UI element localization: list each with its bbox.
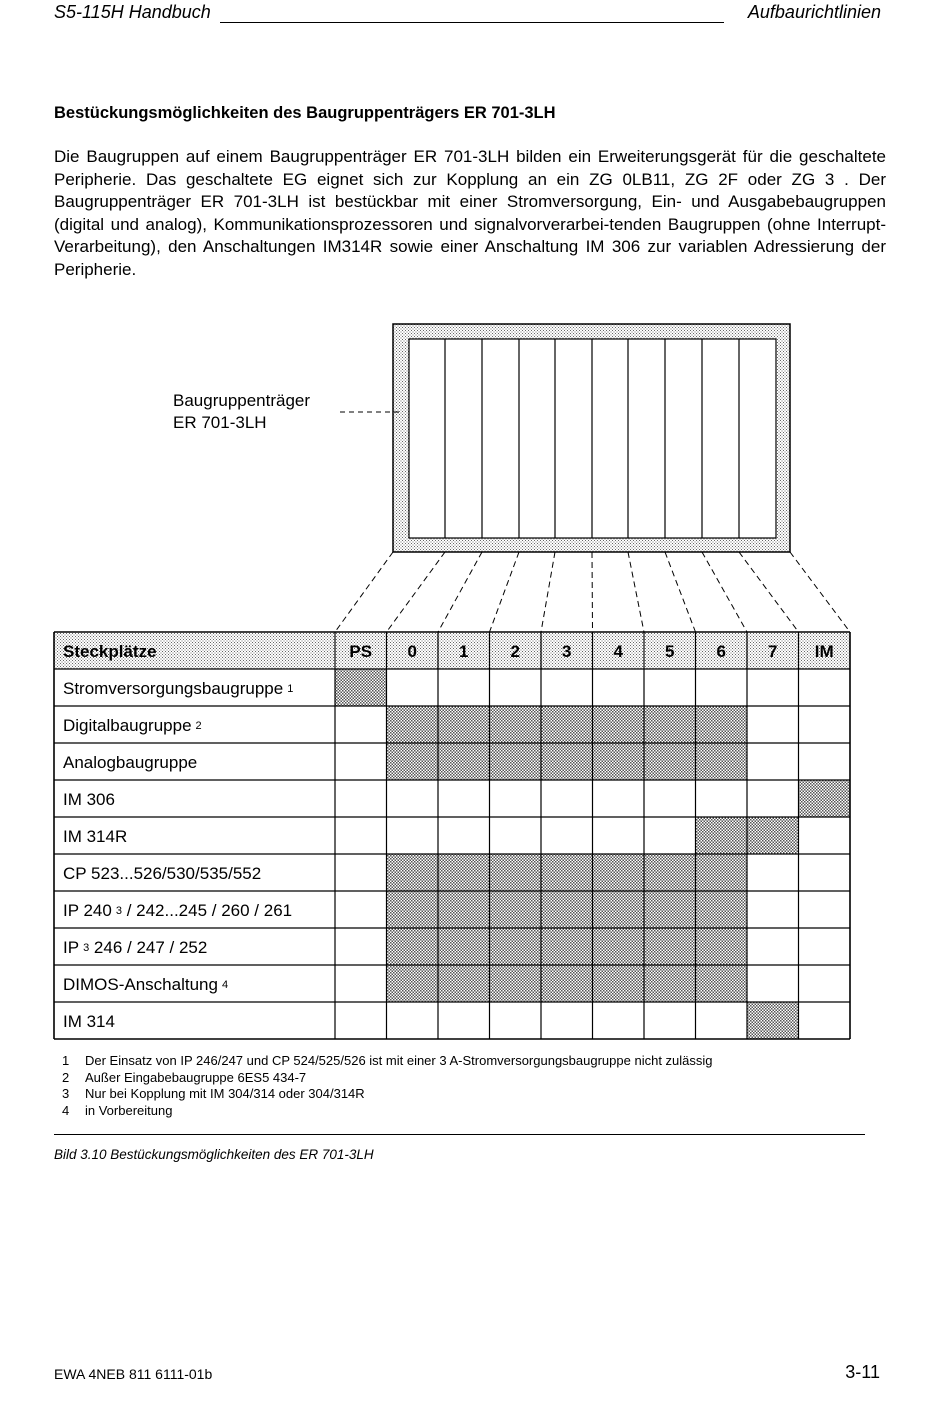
slot-allowed-cell [387,743,439,780]
slot-allowed-cell [387,706,439,743]
footnote-4: 4 in Vorbereitung [62,1102,173,1118]
slot-table [54,632,850,1039]
table-row-label: IP 3 246 / 247 / 252 [63,938,208,957]
table-row-label: IM 314 [63,1012,115,1031]
slot-allowed-cell [438,965,490,1002]
fan-line [592,552,593,632]
slot-header-2: 2 [510,642,520,661]
slot-allowed-cell [438,928,490,965]
slot-allowed-cell [696,891,748,928]
page-number: 3-11 [845,1362,880,1382]
slot-allowed-cell [644,965,696,1002]
slot-allowed-cell [696,854,748,891]
rack-label-line1: Baugruppenträger [173,391,311,410]
slot-header-7: 7 [768,642,778,661]
slot-allowed-cell [438,743,490,780]
slot-allowed-cell [799,780,851,817]
footnote-2: 2 Außer Eingabebaugruppe 6ES5 434-7 [62,1069,307,1085]
slot-allowed-cell [541,706,593,743]
document-id: EWA 4NEB 811 6111-01b [54,1366,213,1382]
slot-allowed-cell [541,891,593,928]
slot-connector-lines [335,552,850,632]
table-row-label: Analogbaugruppe [63,753,198,772]
intro-paragraph: Die Baugruppen auf einem Baugruppenträger ER 701-3LH bilden ein Erweiterungsgerät für die geschaltete Peripherie. Das geschaltete EG eignet sich zur Kopplung an ein ZG 0LB11, ZG 2F oder ZG 3 . Der Baugruppenträger ER 701-3LH ist bestückbar mit einer Stromversorgung, Ein- und Ausgabebaugruppen (digital und analog), Kommunikationsprozessoren und signalvorverarbei-tenden Baugruppen (ohne Interrupt-Verarbeitung), den Anschaltungen IM314R sowie einer Anschaltung IM 306 zur variablen Adressierung der Peripherie. [54,147,886,279]
slot-allowed-cell [387,854,439,891]
slot-header-ps: PS [349,642,373,661]
fan-line [702,552,747,632]
slot-header-3: 3 [562,642,572,661]
slot-header-0: 0 [407,642,417,661]
table-row-label: Stromversorgungsbaugruppe 1 [63,679,294,698]
header-title: S5-115H Handbuch [54,2,211,22]
slot-allowed-cell [747,817,799,854]
slot-allowed-cell [644,854,696,891]
slot-header-1: 1 [459,642,469,661]
slot-allowed-cell [490,965,542,1002]
table-header-label: Steckplätze [63,642,157,661]
slot-allowed-cell [696,706,748,743]
slot-allowed-cell [541,928,593,965]
caption-rule [54,1134,865,1135]
rack-drawing [340,324,790,552]
fan-line [335,552,393,632]
slot-allowed-cell [490,706,542,743]
slot-allowed-cell [593,891,645,928]
slot-allowed-cell [696,965,748,1002]
slot-allowed-cell [387,891,439,928]
table-row-label: IM 314R [63,827,128,846]
footnote-3: 3 Nur bei Kopplung mit IM 304/314 oder 304/314R [62,1086,365,1101]
slot-allowed-cell [438,891,490,928]
slot-allowed-cell [387,965,439,1002]
slot-allowed-cell [335,669,387,706]
fan-line [387,552,446,632]
table-row-label: IP 240 3 / 242...245 / 260 / 261 [63,901,293,920]
slot-allowed-cell [438,706,490,743]
table-header-shade [54,632,850,669]
slot-header-6: 6 [716,642,726,661]
slot-allowed-cell [490,891,542,928]
slot-allowed-cell [593,743,645,780]
slot-allowed-cell [593,706,645,743]
slot-allowed-cell [541,743,593,780]
slot-header-im: IM [814,642,834,661]
slot-allowed-cell [644,891,696,928]
slot-allowed-cell [644,928,696,965]
table-row-label: DIMOS-Anschaltung 4 [63,975,229,994]
slot-allowed-cell [644,706,696,743]
slot-allowed-cell [593,854,645,891]
fan-line [665,552,696,632]
fan-line [790,552,850,632]
header-chapter: Aufbaurichtlinien [747,2,881,22]
footnote-1: 1 Der Einsatz von IP 246/247 und CP 524/525/526 ist mit einer 3 A-Stromversorgungsbaugruppe nicht zulässig [62,1053,713,1068]
rack-label-line2: ER 701-3LH [173,413,267,432]
slot-allowed-cell [696,928,748,965]
slot-allowed-cell [644,743,696,780]
footnotes [62,1053,713,1119]
slot-allowed-cell [593,965,645,1002]
slot-allowed-cell [747,1002,799,1039]
slot-allowed-cell [541,854,593,891]
slot-allowed-cell [696,743,748,780]
fan-line [628,552,644,632]
slot-allowed-cell [387,928,439,965]
fan-line [490,552,520,632]
slot-header-4: 4 [613,642,623,661]
table-row-label: CP 523...526/530/535/552 [63,864,262,883]
slot-allowed-cell [438,854,490,891]
table-row-label: IM 306 [63,790,115,809]
slot-allowed-cell [541,965,593,1002]
figure-caption: Bild 3.10 Bestückungsmöglichkeiten des ER 701-3LH [54,1147,374,1162]
slot-allowed-cell [490,743,542,780]
slot-allowed-cell [490,928,542,965]
section-title: Bestückungsmöglichkeiten des Baugruppenträgers ER 701-3LH [54,104,556,122]
fan-line [438,552,482,632]
slot-allowed-cell [593,928,645,965]
rack-label [173,390,310,434]
slot-allowed-cell [696,817,748,854]
table-row-label: Digitalbaugruppe 2 [63,716,202,735]
slot-allowed-cell [490,854,542,891]
fan-line [541,552,555,632]
fan-line [739,552,799,632]
slot-header-5: 5 [665,642,675,661]
